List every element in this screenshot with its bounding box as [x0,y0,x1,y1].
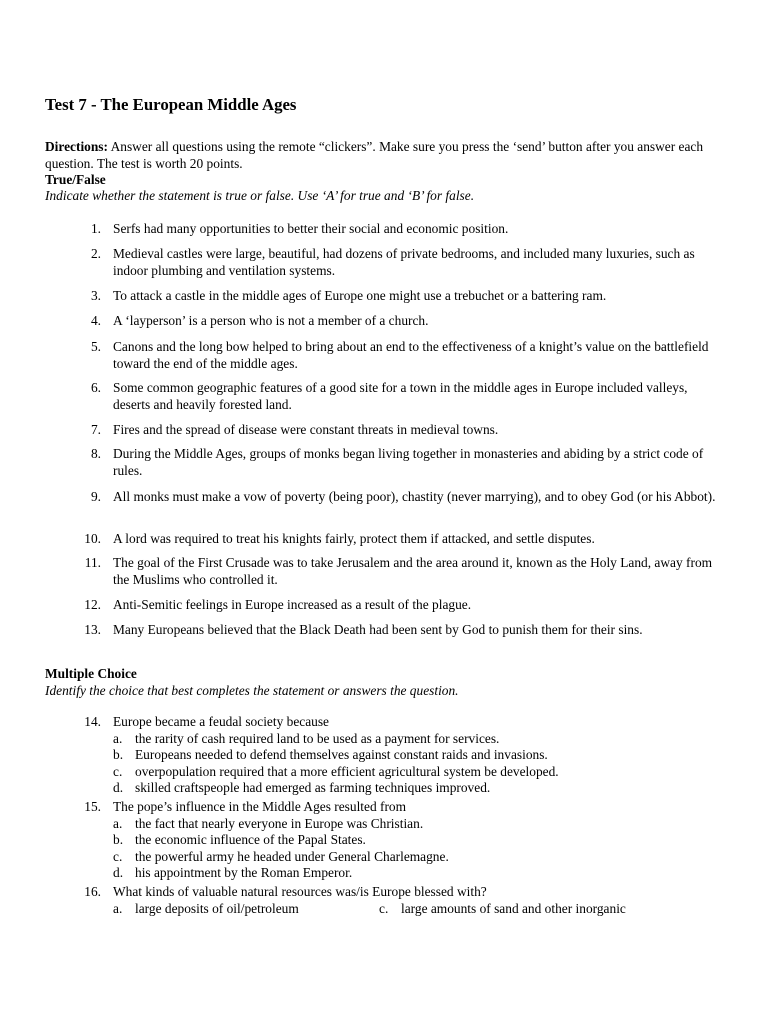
option-letter: c. [113,764,123,779]
question-number: 16. [84,884,101,899]
multiple-choice-heading: Multiple Choice [45,666,137,681]
question-text: A ‘layperson’ is a person who is not a member of a church. [113,313,429,328]
question-text: Many Europeans believed that the Black Death had been sent by God to punish them for their sins. [113,622,643,637]
option-letter: a. [113,816,123,831]
question-number: 8. [90,446,101,461]
question-number: 2. [90,246,101,261]
directions-text: Answer all questions using the remote “clickers”. Make sure you press the ‘send’ button after you answer each question. The test is worth 20 points. [45,139,704,171]
option-text: the economic influence of the Papal States. [135,832,366,847]
question-text: Some common geographic features of a good site for a town in the middle ages in Europe included valleys, deserts and heavily forested land. [113,380,688,412]
question-text: All monks must make a vow of poverty (being poor), chastity (never marrying), and to obey God (or his Abbot). [113,489,716,504]
question-number: 14. [84,714,101,729]
question-number: 7. [90,422,101,437]
true-false-heading: True/False [45,172,106,187]
question-text: During the Middle Ages, groups of monks began living together in monasteries and abiding by a strict code of rules. [113,446,704,478]
question-text: To attack a castle in the middle ages of Europe one might use a trebuchet or a battering ram. [113,288,607,303]
option-letter: b. [113,832,124,847]
option-text: overpopulation required that a more efficient agricultural system be developed. [135,764,559,779]
option-text: Europeans needed to defend themselves against constant raids and invasions. [135,747,548,762]
option-text: the fact that nearly everyone in Europe was Christian. [135,816,424,831]
page-title: Test 7 - The European Middle Ages [45,95,297,114]
question-number: 3. [90,288,101,303]
question-text: Medieval castles were large, beautiful, had dozens of private bedrooms, and included many luxuries, such as indoor plumbing and ventilation systems. [113,246,695,278]
question-number: 6. [90,380,101,395]
question-number: 9. [90,489,101,504]
option-letter: d. [113,780,124,795]
true-false-instructions: Indicate whether the statement is true or false. Use ‘A’ for true and ‘B’ for false. [45,188,475,203]
question-text: What kinds of valuable natural resources was/is Europe blessed with? [113,884,487,899]
option-letter: c. [379,901,389,916]
question-text: Anti-Semitic feelings in Europe increased as a result of the plague. [113,597,472,612]
option-letter: b. [113,747,124,762]
question-text: A lord was required to treat his knights fairly, protect them if attacked, and settle disputes. [113,531,595,546]
option-text: large deposits of oil/petroleum [135,901,299,916]
question-number: 1. [90,221,101,236]
option-text: his appointment by the Roman Emperor. [135,865,353,880]
option-letter: a. [113,901,123,916]
question-text: Fires and the spread of disease were constant threats in medieval towns. [113,422,499,437]
question-text: The pope’s influence in the Middle Ages resulted from [113,799,407,814]
option-text: the rarity of cash required land to be used as a payment for services. [135,731,500,746]
question-number: 5. [90,339,101,354]
question-number: 12. [84,597,101,612]
question-text: Europe became a feudal society because [113,714,329,729]
question-text: Canons and the long bow helped to bring about an end to the effectiveness of a knight’s value on the battlefield toward the end of the middle ages. [113,339,709,371]
multiple-choice-instructions: Identify the choice that best completes the statement or answers the question. [45,683,459,698]
option-text: the powerful army he headed under General Charlemagne. [135,849,449,864]
option-letter: a. [113,731,123,746]
question-text: Serfs had many opportunities to better their social and economic position. [113,221,509,236]
option-letter: d. [113,865,124,880]
question-number: 15. [84,799,101,814]
question-number: 10. [84,531,101,546]
question-number: 13. [84,622,101,637]
option-letter: c. [113,849,123,864]
directions [45,139,735,172]
option-text: skilled craftspeople had emerged as farming techniques improved. [135,780,491,795]
question-number: 4. [90,313,101,328]
question-text: The goal of the First Crusade was to take Jerusalem and the area around it, known as the Holy Land, away from the Muslims who controlled it. [113,555,713,587]
directions-label: Directions: [45,139,108,154]
option-text: large amounts of sand and other inorganic [401,901,626,916]
question-number: 11. [84,555,101,570]
